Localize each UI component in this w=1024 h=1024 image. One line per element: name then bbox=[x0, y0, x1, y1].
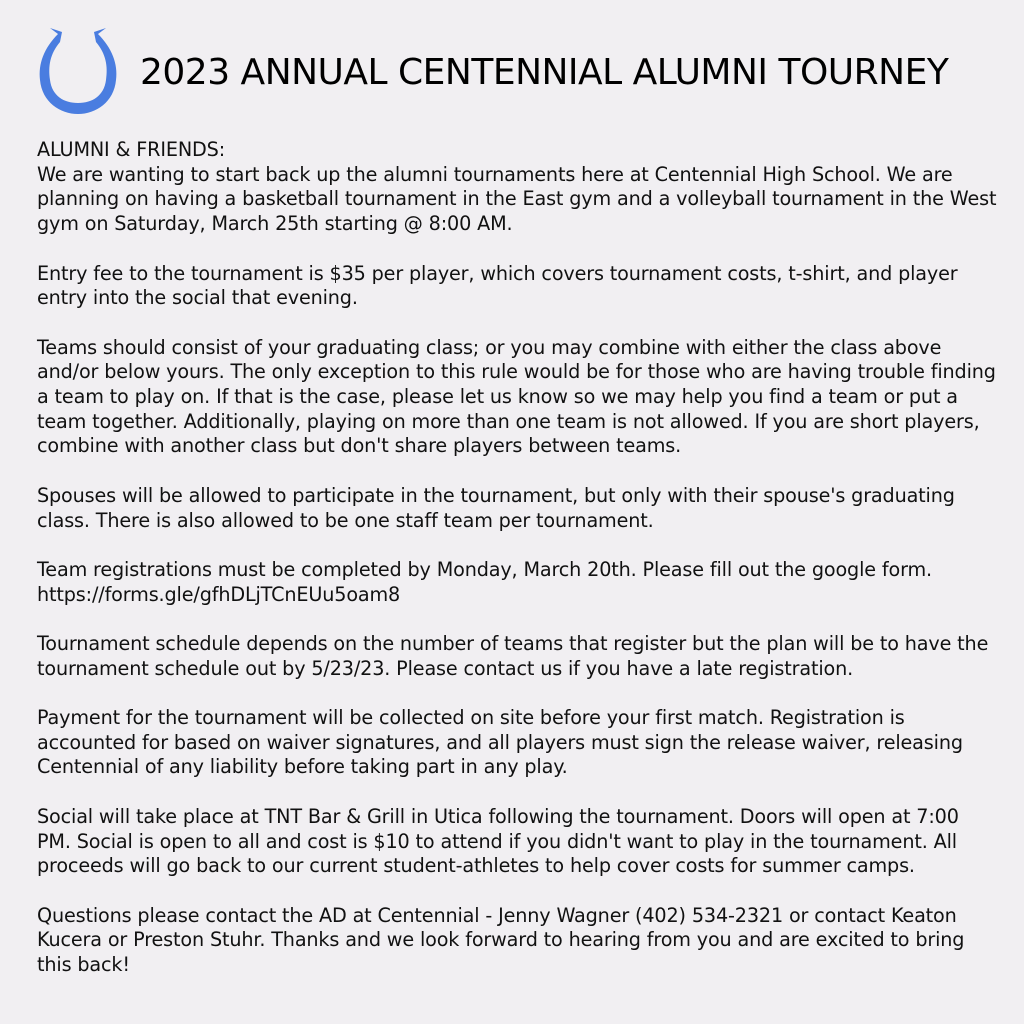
page-title: 2023 ANNUAL CENTENNIAL ALUMNI TOURNEY bbox=[140, 51, 949, 93]
teams-paragraph: Teams should consist of your graduating class; or you may combine with either the class above and/or below yours. The only exception to this rule would be for those who are having trouble finding a team to play on. If that is the case, please let us know so we may help you find a team or put a team together. Additionally, playing on more than one team is not allowed. If you are short players, combine with another class but don't share players between teams. bbox=[37, 335, 996, 458]
intro-paragraph bbox=[37, 138, 997, 237]
paragraph-text: Team registrations must be completed by Monday, March 20th. Please fill out the google form. bbox=[37, 557, 932, 581]
document-body bbox=[37, 138, 997, 978]
schedule-paragraph: Tournament schedule depends on the number of teams that register but the plan will be to have the tournament schedule out by 5/23/23. Please contact us if you have a late registration. bbox=[37, 631, 989, 680]
spouses-paragraph: Spouses will be allowed to participate in the tournament, but only with their spouse's graduating class. There is also allowed to be one staff team per tournament. bbox=[37, 483, 955, 532]
contact-paragraph: Questions please contact the AD at Centennial - Jenny Wagner (402) 534-2321 or contact Keaton Kucera or Preston Stuhr. Thanks and we look forward to hearing from you and are excited to bring this back! bbox=[37, 903, 965, 977]
form-link[interactable]: https://forms.gle/gfhDLjTCnEUu5oam8 bbox=[37, 582, 401, 606]
entry-fee-paragraph: Entry fee to the tournament is $35 per player, which covers tournament costs, t-shirt, and player entry into the social that evening. bbox=[37, 261, 958, 310]
registration-paragraph bbox=[37, 558, 997, 607]
horseshoe-icon bbox=[36, 26, 120, 118]
social-paragraph: Social will take place at TNT Bar & Grill in Utica following the tournament. Doors will open at 7:00 PM. Social is open to all and cost is $10 to attend if you didn't want to play in the tournament. All proceeds will go back to our current student-athletes to help cover costs for summer camps. bbox=[37, 804, 959, 878]
greeting: ALUMNI & FRIENDS: bbox=[37, 138, 226, 161]
header bbox=[36, 26, 1006, 118]
payment-paragraph: Payment for the tournament will be collected on site before your first match. Registration is accounted for based on waiver signatures, and all players must sign the release waiver, releasing Centennial of any liability before taking part in any play. bbox=[37, 706, 963, 779]
paragraph-text: We are wanting to start back up the alumni tournaments here at Centennial High School. We are planning on having a basketball tournament in the East gym and a volleyball tournament in the West gym on Saturday, March 25th starting @ 8:00 AM. bbox=[37, 162, 997, 236]
